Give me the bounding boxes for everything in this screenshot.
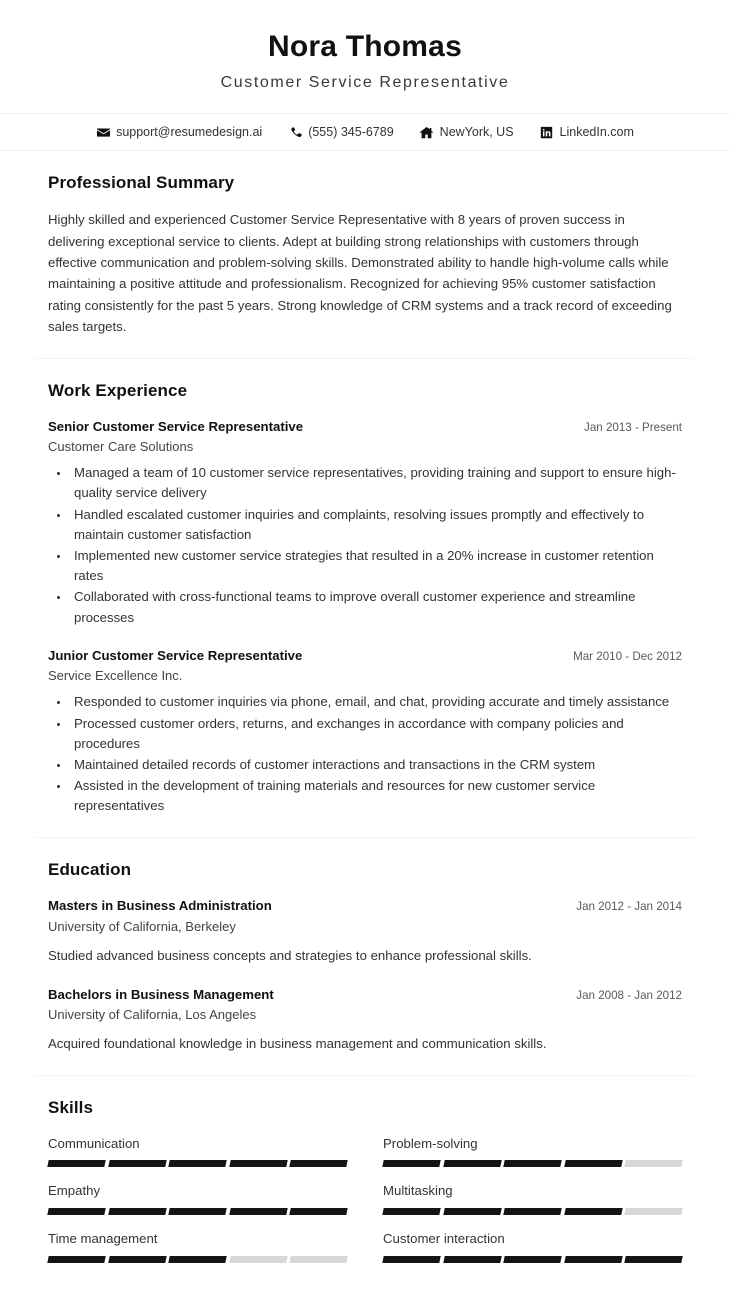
section-work-experience: [0, 359, 730, 838]
resume-header: [0, 0, 730, 113]
work-bullet-item: • Processed customer orders, returns, and exchanges in accordance with company policies and procedures: [70, 714, 682, 754]
skill-segment-filled: [47, 1256, 105, 1263]
section-title-skills: Skills: [48, 1097, 94, 1117]
contact-location[interactable]: [420, 125, 514, 139]
skill-name: Empathy: [48, 1183, 101, 1199]
skill-name: Multitasking: [383, 1183, 453, 1199]
work-entry-role: Senior Customer Service Representative: [48, 418, 304, 434]
skill-segment-filled: [564, 1256, 622, 1263]
skill-item: [383, 1229, 682, 1277]
skill-segment-filled: [229, 1160, 287, 1167]
linkedin-icon: [540, 125, 554, 139]
education-entry-description: Studied advanced business concepts and strategies to enhance professional skills.: [48, 948, 532, 964]
section-title-education: Education: [48, 860, 132, 880]
skill-rating-bar: [383, 1160, 682, 1167]
home-icon: [420, 125, 434, 139]
work-bullet-item: • Collaborated with cross-functional teams to improve overall customer experience and streamline processes: [70, 587, 682, 627]
skill-segment-filled: [47, 1160, 105, 1167]
section-skills: [0, 1076, 730, 1297]
skill-segment-filled: [503, 1160, 561, 1167]
work-bullet-item: • Handled escalated customer inquiries and complaints, resolving issues promptly and effectively to maintain customer satisfaction: [70, 505, 682, 545]
skill-segment-filled: [290, 1160, 348, 1167]
skill-segment-filled: [108, 1256, 166, 1263]
section-education: [0, 838, 730, 1074]
work-entry-date: Mar 2010 - Dec 2012: [573, 649, 682, 663]
skill-segment-filled: [564, 1208, 622, 1215]
skill-segment-filled: [382, 1208, 440, 1215]
skill-name: Problem-solving: [383, 1135, 478, 1151]
skill-segment-filled: [382, 1160, 440, 1167]
contact-bar: [0, 113, 730, 151]
skill-rating-bar: [48, 1256, 347, 1263]
skill-segment-filled: [443, 1160, 501, 1167]
work-bullet-item: • Implemented new customer service strategies that resulted in a 20% increase in customer retention rates: [70, 546, 682, 586]
work-entry-role: Junior Customer Service Representative: [48, 647, 303, 663]
education-entry-institution: University of California, Berkeley: [48, 918, 236, 934]
work-entry: [48, 646, 682, 817]
summary-text: Highly skilled and experienced Customer Service Representative with 8 years of proven success in delivering exceptional service to clients. Adept at building strong relationships with customers through effective communication and problem-solving skills. Demonstrated ability to handle high-volume calls while maintaining a positive attitude and professionalism. Recognized for achieving 95% customer satisfaction rating consistently for the past 5 years. Strong knowledge of CRM systems and a track record of exceeding sales targets.: [48, 212, 672, 335]
education-entry-description: Acquired foundational knowledge in business management and communication skills.: [48, 1036, 547, 1052]
skill-segment-filled: [382, 1256, 440, 1263]
work-entry-bullets: [48, 692, 682, 816]
education-entry-institution: University of California, Los Angeles: [48, 1006, 257, 1022]
education-entry: [48, 896, 682, 966]
contact-email-label: support@resumedesign.ai: [116, 125, 263, 140]
skill-rating-bar: [48, 1208, 347, 1215]
work-bullet-item: • Assisted in the development of training materials and resources for new customer service representatives: [70, 776, 682, 816]
work-bullet-item: • Responded to customer inquiries via phone, email, and chat, providing accurate and timely assistance: [70, 692, 682, 712]
skill-segment-filled: [290, 1208, 348, 1215]
skill-rating-bar: [383, 1208, 682, 1215]
skill-segment-empty: [229, 1256, 287, 1263]
skill-segment-empty: [625, 1160, 683, 1167]
education-entry-header: [48, 896, 682, 915]
contact-linkedin[interactable]: [540, 125, 634, 139]
contact-phone-label: (555) 345-6789: [308, 125, 394, 140]
section-title-summary: Professional Summary: [48, 173, 235, 193]
education-entry-date: Jan 2008 - Jan 2012: [576, 988, 682, 1002]
education-entry-header: [48, 985, 682, 1004]
skill-segment-filled: [443, 1208, 501, 1215]
contact-linkedin-label: LinkedIn.com: [559, 125, 634, 140]
skill-segment-filled: [168, 1256, 226, 1263]
skill-item: [48, 1181, 347, 1229]
candidate-name: Nora Thomas: [268, 30, 462, 63]
education-entry-degree: Bachelors in Business Management: [48, 986, 274, 1002]
skill-segment-filled: [503, 1256, 561, 1263]
skill-segment-filled: [229, 1208, 287, 1215]
skill-segment-empty: [625, 1208, 683, 1215]
contact-location-label: NewYork, US: [439, 125, 514, 140]
envelope-icon: [96, 125, 110, 139]
skill-segment-filled: [108, 1160, 166, 1167]
skill-item: [383, 1134, 682, 1182]
contact-phone[interactable]: [288, 125, 393, 139]
skill-item: [383, 1181, 682, 1229]
skill-segment-filled: [47, 1208, 105, 1215]
work-entry-list: [48, 417, 682, 817]
skill-name: Communication: [48, 1135, 140, 1151]
candidate-job-title: Customer Service Representative: [220, 73, 510, 91]
work-entry-organization: Service Excellence Inc.: [48, 667, 183, 683]
skill-segment-filled: [503, 1208, 561, 1215]
skill-segment-filled: [168, 1208, 226, 1215]
education-entry-date: Jan 2012 - Jan 2014: [576, 900, 682, 914]
work-bullet-item: • Maintained detailed records of customer interactions and transactions in the CRM system: [70, 755, 682, 775]
work-entry-header: [48, 646, 682, 665]
work-entry-bullets: [48, 463, 682, 628]
work-entry-header: [48, 417, 682, 436]
skill-name: Customer interaction: [383, 1231, 505, 1247]
skill-segment-filled: [443, 1256, 501, 1263]
skills-grid: [48, 1134, 682, 1277]
phone-icon: [288, 125, 302, 139]
skill-segment-filled: [168, 1160, 226, 1167]
skill-rating-bar: [48, 1160, 347, 1167]
skill-segment-empty: [290, 1256, 348, 1263]
work-entry: [48, 417, 682, 628]
education-entry-list: [48, 896, 682, 1054]
section-professional-summary: [0, 151, 730, 357]
skill-name: Time management: [48, 1231, 158, 1247]
work-entry-date: Jan 2013 - Present: [584, 420, 682, 434]
contact-email[interactable]: [96, 125, 262, 139]
work-bullet-item: • Managed a team of 10 customer service representatives, providing training and support to ensure high-quality service delivery: [70, 463, 682, 503]
skill-segment-filled: [108, 1208, 166, 1215]
skill-segment-filled: [625, 1256, 683, 1263]
skill-item: [48, 1134, 347, 1182]
skill-item: [48, 1229, 347, 1277]
skill-segment-filled: [564, 1160, 622, 1167]
education-entry-degree: Masters in Business Administration: [48, 898, 272, 914]
education-entry: [48, 985, 682, 1055]
section-title-work: Work Experience: [48, 380, 188, 400]
work-entry-organization: Customer Care Solutions: [48, 438, 194, 454]
skill-rating-bar: [383, 1256, 682, 1263]
